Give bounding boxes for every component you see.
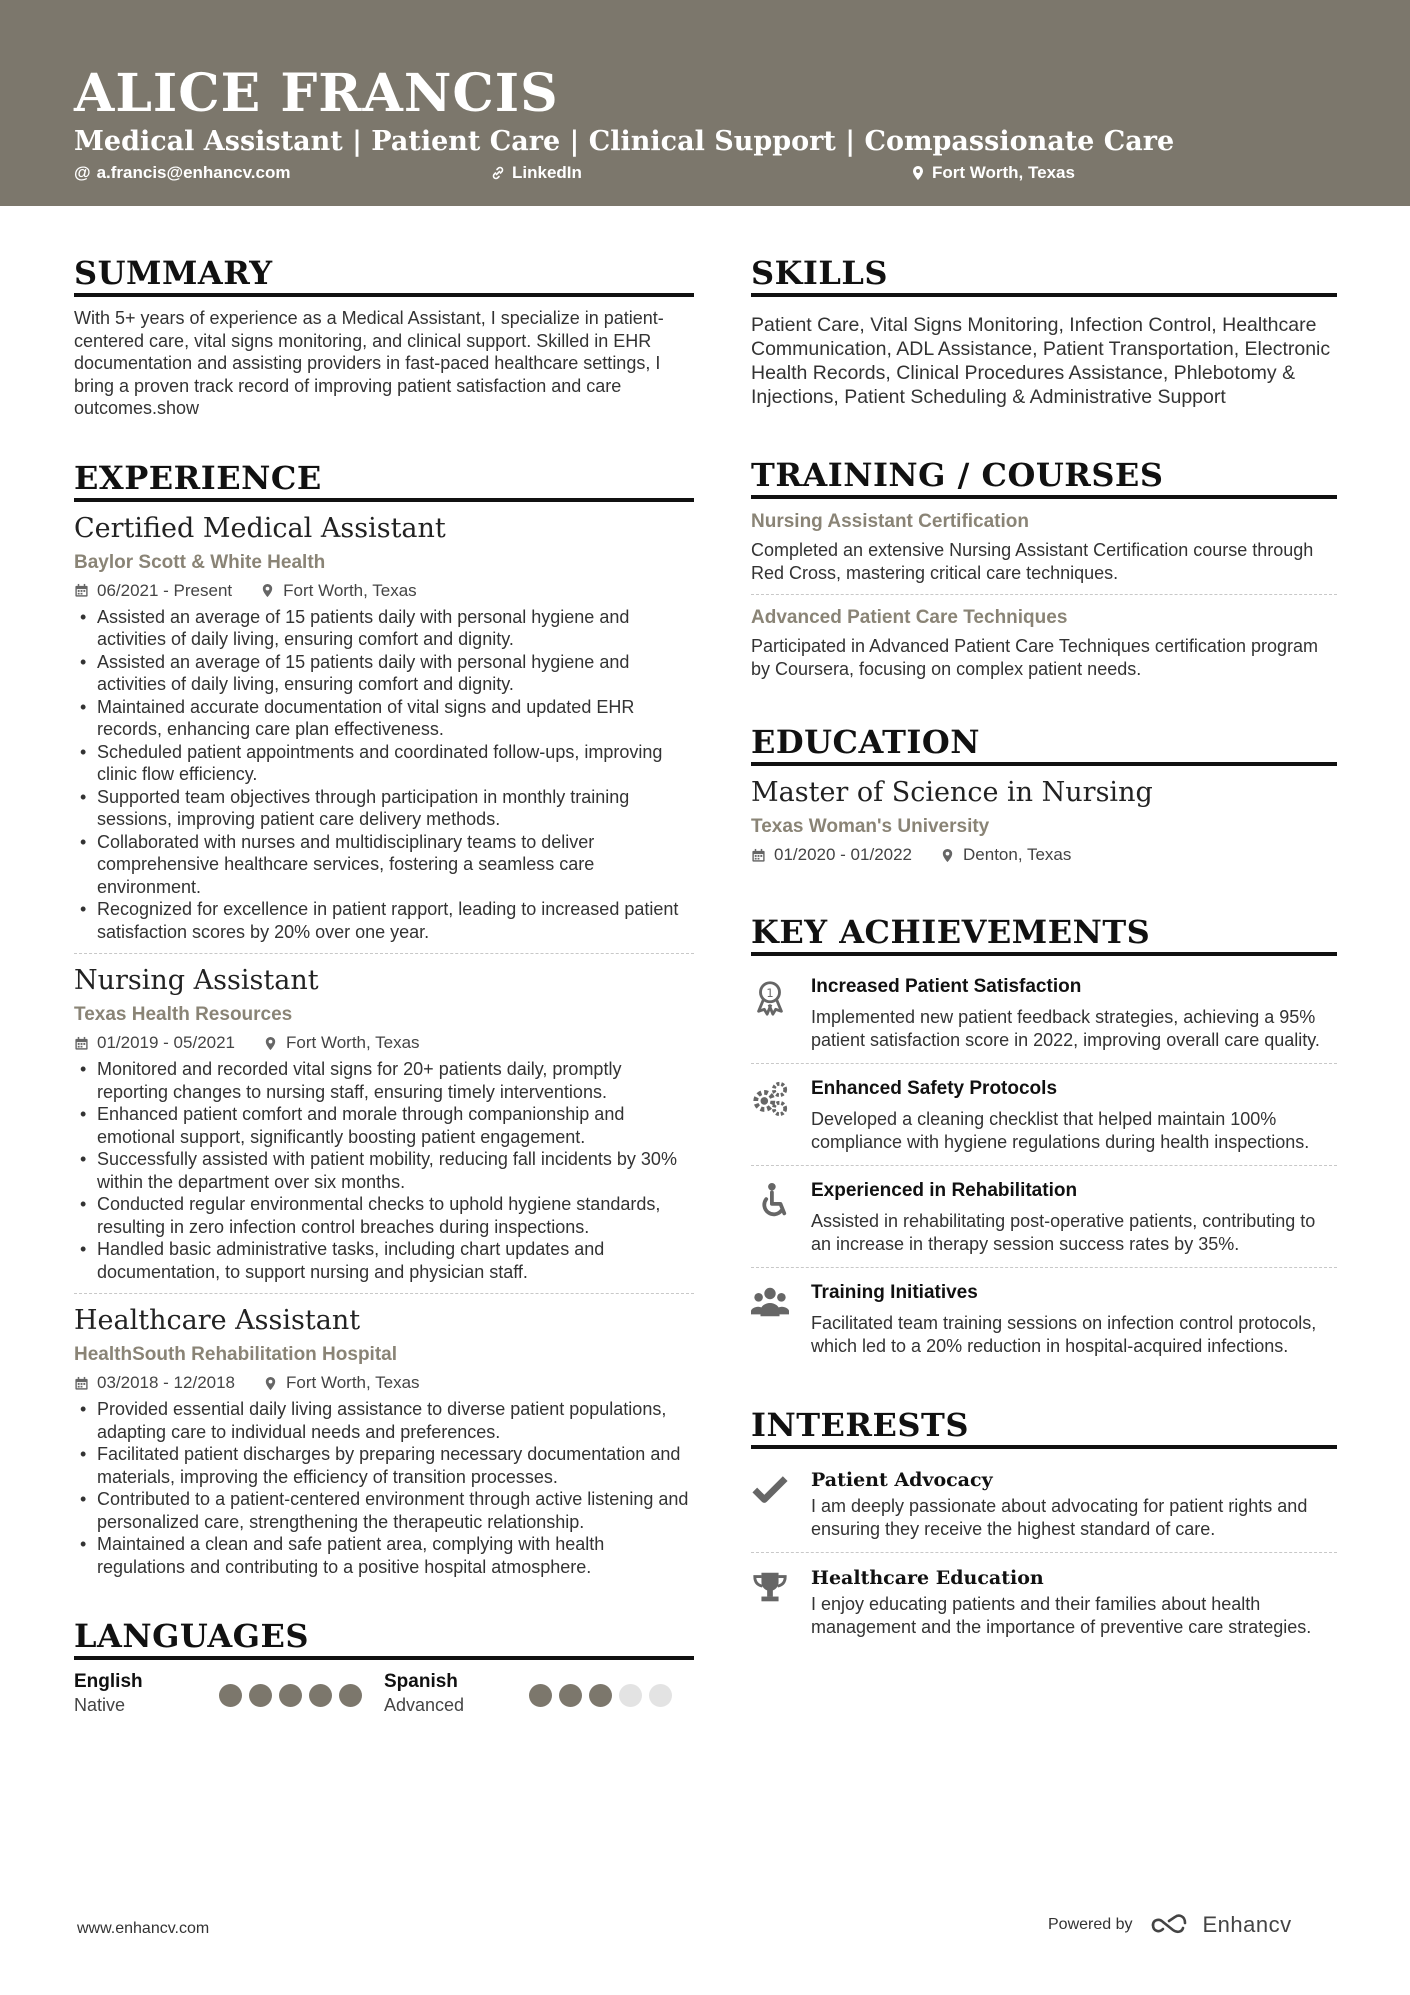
job-company: Texas Health Resources [74,1004,293,1025]
location-pin-icon [260,583,275,598]
calendar-icon [74,583,89,598]
link-icon [490,165,506,181]
job-entry [74,1304,694,1578]
contact-location [910,162,1075,184]
job-bullets [74,1398,694,1578]
divider [751,1063,1337,1064]
summary-section [74,253,694,420]
location-pin-icon [263,1376,278,1391]
divider [751,1165,1337,1166]
footer-branding [1048,1912,1292,1938]
list-item: • Provided essential daily living assistance to diverse patient populations, adapting care to individual needs and preferences. [74,1398,694,1443]
location-pin-icon [940,848,955,863]
course-desc: Participated in Advanced Patient Care Techniques certification program by Coursera, focusing on complex patient needs. [751,636,1318,679]
experience-section [74,458,694,1579]
list-item: • Recognized for excellence in patient rapport, leading to increased patient satisfaction scores by 20% over one year. [74,898,694,943]
location-text: Fort Worth, Texas [932,163,1075,182]
interest-title: Healthcare Education [811,1567,1044,1589]
summary-title: SUMMARY [74,253,694,297]
list-item: • Contributed to a patient-centered environment through active listening and personalized care, strengthening the therapeutic relationship. [74,1488,694,1533]
achievement-item [751,1272,1337,1365]
contact-linkedin[interactable] [490,162,582,184]
calendar-icon [74,1036,89,1051]
achievements-title: KEY ACHIEVEMENTS [751,912,1337,956]
interest-title: Patient Advocacy [811,1469,993,1491]
achievement-desc: Facilitated team training sessions on infection control protocols, which led to a 20% reduction in hospital-acquired infections. [811,1313,1317,1356]
list-item: • Assisted an average of 15 patients daily with personal hygiene and activities of daily living, ensuring comfort and dignity. [74,606,694,651]
job-meta [74,1372,694,1394]
list-item: • Maintained a clean and safe patient area, complying with health regulations and contributing to a positive hospital atmosphere. [74,1533,694,1578]
job-bullets [74,606,694,944]
divider [74,1293,694,1294]
job-role: Healthcare Assistant [74,1305,361,1336]
rating-dot-filled [339,1684,362,1707]
job-company: Baylor Scott & White Health [74,551,326,573]
linkedin-text: LinkedIn [512,163,582,182]
job-location: Fort Worth, Texas [283,580,417,600]
achievement-desc: Developed a cleaning checklist that helped maintain 100% compliance with hygiene regulations during health inspections. [811,1109,1310,1152]
achievements-section [751,912,1337,1365]
training-title: TRAINING / COURSES [751,455,1337,499]
job-dates: 03/2018 - 12/2018 [97,1373,236,1392]
achievement-title: Enhanced Safety Protocols [811,1078,1058,1099]
job-company: HealthSouth Rehabilitation Hospital [74,1344,398,1365]
job-entry [74,512,694,944]
education-location: Denton, Texas [963,845,1072,864]
language-level: Native [74,1695,126,1715]
languages-section [74,1616,694,1716]
course-item [751,509,1337,584]
education-title: EDUCATION [751,722,1337,766]
language-rating [529,1684,672,1707]
interest-item [751,1459,1337,1548]
list-item: • Monitored and recorded vital signs for 20+ patients daily, promptly reporting changes to nursing staff, ensuring timely interventions. [74,1058,694,1103]
degree: Master of Science in Nursing [751,777,1153,808]
languages-title: LANGUAGES [74,1616,694,1660]
language-name: English [74,1671,143,1692]
job-meta [74,1032,694,1054]
rating-dot-filled [559,1684,582,1707]
training-section [751,455,1337,680]
accessibility-icon [751,1182,789,1220]
brand-name: Enhancv [1202,1912,1292,1937]
job-meta [74,580,694,602]
interests-section [751,1405,1337,1646]
calendar-icon [74,1376,89,1391]
at-icon: @ [74,163,91,182]
interest-item [751,1557,1337,1646]
rating-dot-empty [649,1684,672,1707]
skills-text: Patient Care, Vital Signs Monitoring, Infection Control, Healthcare Communication, ADL Assistance, Patient Transportation, Electronic Health Records, Clinical Procedures Assistance, Phlebotomy & Injections, Patient Scheduling & Administrative Support [751,314,1331,408]
interests-title: INTERESTS [751,1405,1337,1449]
list-item: • Facilitated patient discharges by preparing necessary documentation and materials, improving the efficiency of transition processes. [74,1443,694,1488]
job-location: Fort Worth, Texas [286,1373,420,1392]
list-item: • Successfully assisted with patient mobility, reducing fall incidents by 30% within the department over six months. [74,1148,694,1193]
experience-title: EXPERIENCE [74,458,694,502]
divider [74,953,694,954]
education-meta [751,844,1337,866]
candidate-tagline: Medical Assistant | Patient Care | Clinical Support | Compassionate Care [74,126,1175,157]
language-level: Advanced [384,1695,465,1715]
list-item: • Scheduled patient appointments and coordinated follow-ups, improving clinic flow efficiency. [74,741,694,786]
school: Texas Woman's University [751,816,990,837]
job-dates: 01/2019 - 05/2021 [97,1033,236,1052]
language-item [74,1670,384,1716]
list-item: • Handled basic administrative tasks, including chart updates and documentation, to support nursing and physician staff. [74,1238,694,1283]
language-item [384,1670,694,1716]
course-name: Advanced Patient Care Techniques [751,607,1068,628]
location-pin-icon [263,1036,278,1051]
list-item: • Assisted an average of 15 patients daily with personal hygiene and activities of daily living, ensuring comfort and dignity. [74,651,694,696]
education-section [751,722,1337,866]
rating-dot-filled [249,1684,272,1707]
enhancv-logo-icon [1149,1913,1195,1937]
achievement-title: Training Initiatives [811,1282,978,1303]
list-item: • Enhanced patient comfort and morale through companionship and emotional support, significantly boosting patient engagement. [74,1103,694,1148]
achievement-item [751,1170,1337,1263]
achievement-item [751,966,1337,1059]
skills-section [751,253,1337,409]
rating-dot-filled [219,1684,242,1707]
left-column [74,253,694,1716]
powered-by-text: Powered by [1048,1916,1133,1933]
email-text: a.francis@enhancv.com [96,163,291,182]
course-name: Nursing Assistant Certification [751,511,1030,532]
job-role: Nursing Assistant [74,965,319,996]
rating-dot-filled [279,1684,302,1707]
calendar-icon [751,848,766,863]
achievement-desc: Assisted in rehabilitating post-operative patients, contributing to an increase in therapy session success rates by 35%. [811,1211,1316,1254]
interest-desc: I enjoy educating patients and their families about health management and the importance of preventive care strategies. [811,1594,1312,1637]
footer-website[interactable]: www.enhancv.com [77,1920,210,1937]
award-icon [751,978,789,1016]
list-item: • Collaborated with nurses and multidisciplinary teams to deliver comprehensive healthcare services, fostering a seamless care environment. [74,831,694,899]
languages-row [74,1670,694,1716]
candidate-name: ALICE FRANCIS [74,63,559,124]
rating-dot-filled [529,1684,552,1707]
course-item [751,605,1337,680]
achievement-title: Increased Patient Satisfaction [811,976,1082,997]
course-desc: Completed an extensive Nursing Assistant Certification course through Red Cross, mastering critical care techniques. [751,540,1314,583]
list-item: • Supported team objectives through participation in monthly training sessions, improving patient care delivery methods. [74,786,694,831]
trophy-icon [751,1569,789,1607]
location-pin-icon [910,165,926,181]
brand-logo[interactable] [1149,1912,1292,1938]
achievement-title: Experienced in Rehabilitation [811,1180,1078,1201]
rating-dot-filled [309,1684,332,1707]
contact-email[interactable] [74,162,290,184]
svg-text:1: 1 [766,986,774,1000]
achievement-item [751,1068,1337,1161]
divider [751,1267,1337,1268]
interest-desc: I am deeply passionate about advocating for patient rights and ensuring they receive the highest standard of care. [811,1496,1308,1539]
check-icon [751,1471,789,1509]
job-bullets [74,1058,694,1283]
users-icon [751,1284,789,1322]
skills-title: SKILLS [751,253,1337,297]
right-column [751,253,1337,1646]
list-item: • Maintained accurate documentation of vital signs and updated EHR records, enhancing care plan effectiveness. [74,696,694,741]
rating-dot-filled [589,1684,612,1707]
achievement-desc: Implemented new patient feedback strategies, achieving a 95% patient satisfaction score in 2022, improving overall care quality. [811,1007,1320,1050]
job-role: Certified Medical Assistant [74,512,446,544]
divider [751,594,1337,595]
job-entry [74,964,694,1283]
language-name: Spanish [384,1671,458,1692]
job-dates: 06/2021 - Present [97,580,233,600]
language-rating [219,1684,362,1707]
rating-dot-empty [619,1684,642,1707]
gears-icon [751,1080,789,1118]
education-dates: 01/2020 - 01/2022 [774,845,913,864]
resume-header [0,0,1410,206]
divider [751,1552,1337,1553]
summary-text: With 5+ years of experience as a Medical Assistant, I specialize in patient-centered care, vital signs monitoring, and clinical support. Skilled in EHR documentation and assisting providers in fast-paced healthcare settings, I bring a proven track record of improving patient satisfaction and care outcomes.show [74,308,664,418]
job-location: Fort Worth, Texas [286,1033,420,1052]
list-item: • Conducted regular environmental checks to uphold hygiene standards, resulting in zero infection control breaches during inspections. [74,1193,694,1238]
